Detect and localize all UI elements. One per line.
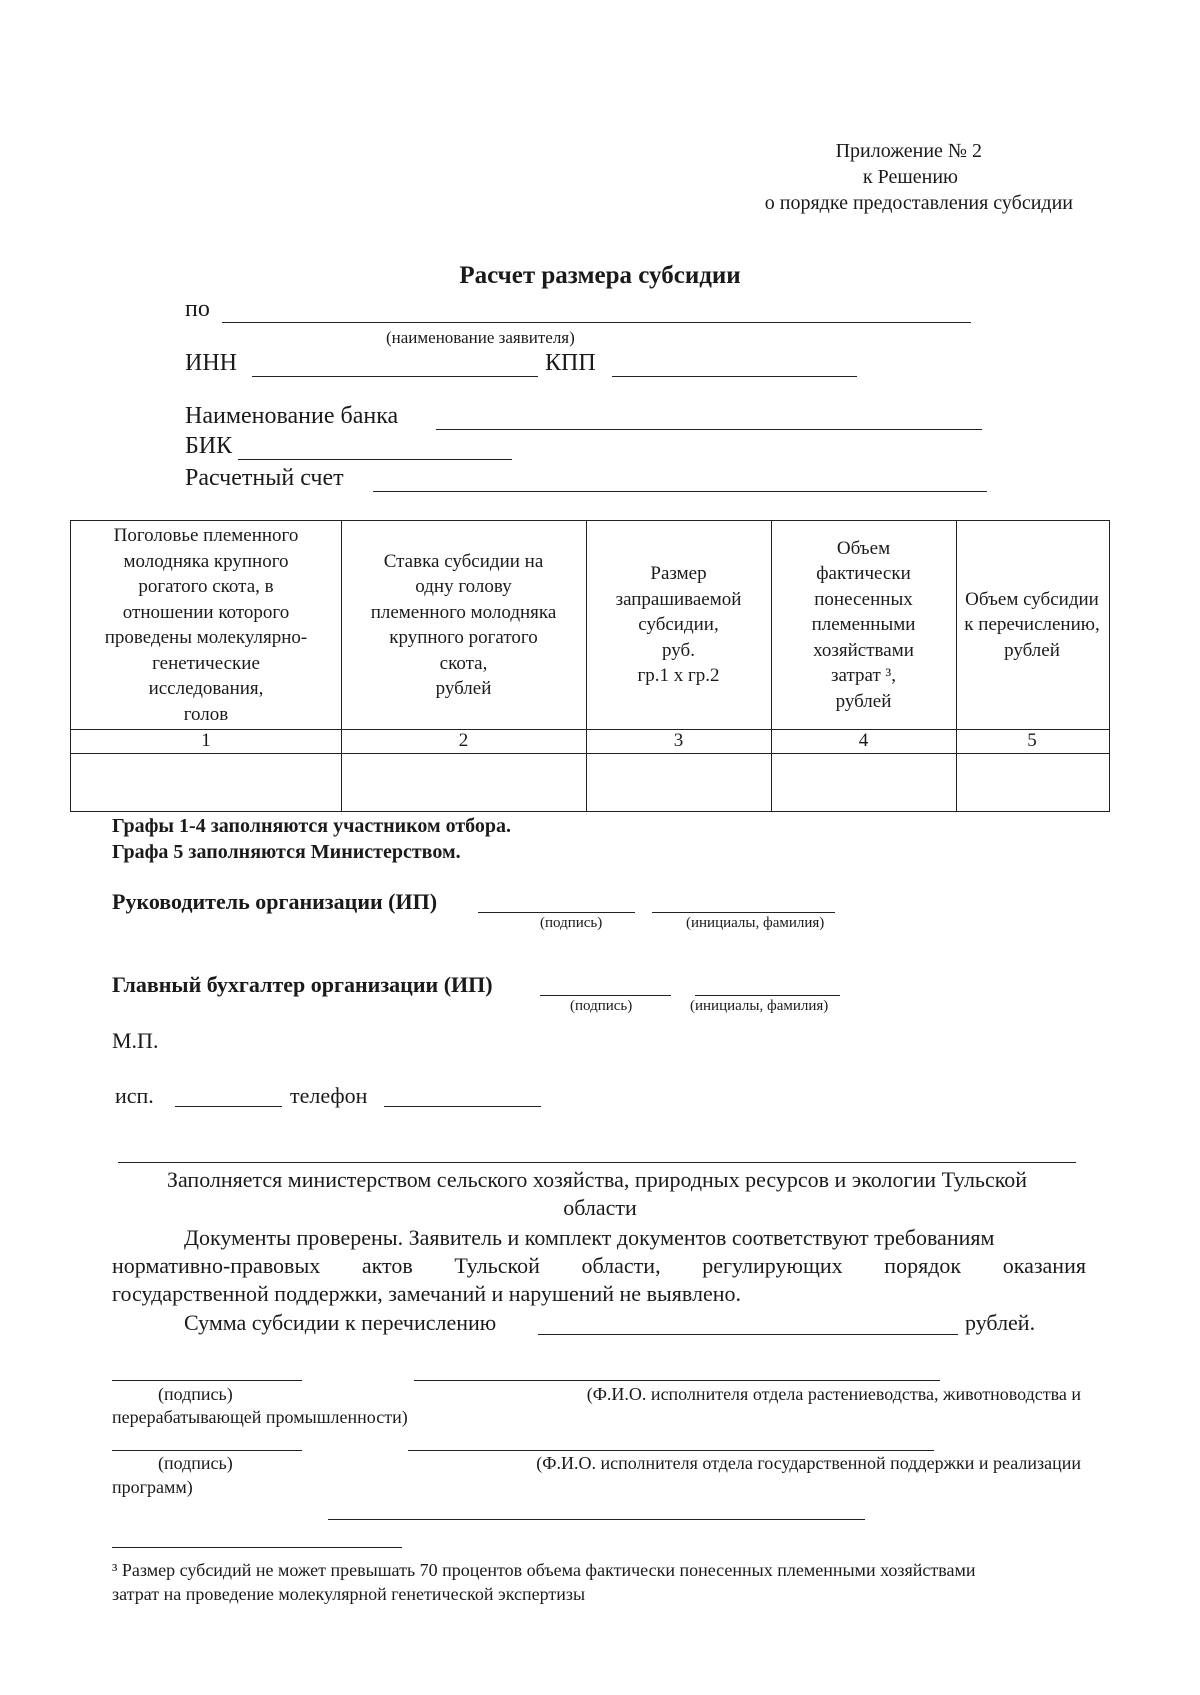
stamp-label: М.П.: [112, 1028, 159, 1053]
applicant-name-line: [222, 322, 971, 323]
bik-label: БИК: [185, 433, 233, 459]
column-number-3: 3: [673, 730, 684, 751]
table-cell[interactable]: [71, 753, 341, 811]
extra-line: [328, 1519, 865, 1520]
applicant-name-caption: (наименование заявителя): [386, 328, 575, 347]
executor-label: исп.: [115, 1083, 154, 1108]
executor-1-fio-caption-cont: перерабатывающей промышленности): [112, 1407, 408, 1427]
bank-line: [436, 429, 982, 430]
head-name-line: [652, 912, 835, 913]
note-column-5: Графа 5 заполняются Министерством.: [112, 841, 461, 863]
kpp-line: [612, 376, 857, 377]
note-columns-1-4: Графы 1-4 заполняются участником отбора.: [112, 815, 512, 837]
accountant-signature-label: Главный бухгалтер организации (ИП): [112, 972, 493, 997]
executor-2-fio-caption-cont: программ): [112, 1477, 193, 1497]
appendix-line-3: о порядке предоставления субсидии: [764, 192, 1073, 214]
ministry-heading-line-2: области: [563, 1195, 637, 1220]
executor-2-signature-caption: (подпись): [158, 1453, 233, 1473]
footnote-separator: [112, 1547, 402, 1548]
appendix-line-1: Приложение № 2: [835, 140, 982, 162]
executor-1-fio-caption: (Ф.И.О. исполнителя отдела растениеводства, животноводства и: [586, 1384, 1081, 1404]
executor-line: [175, 1106, 282, 1107]
subsidy-table: [70, 520, 1110, 812]
bank-label: Наименование банка: [185, 403, 399, 429]
checked-word: области,: [581, 1253, 661, 1278]
accountant-name-caption: (инициалы, фамилия): [690, 998, 829, 1014]
phone-label: телефон: [290, 1083, 368, 1108]
account-label: Расчетный счет: [185, 465, 344, 491]
executor-1-name-line: [414, 1380, 940, 1381]
checked-text-line-3: государственной поддержки, замечаний и нарушений не выявлено.: [112, 1281, 741, 1306]
table-header-1: Поголовье племенного молодняка крупного рогатого скота, в отношении которого проведены молекулярно- генетические исследования, голов: [104, 525, 308, 725]
head-signature-label: Руководитель организации (ИП): [112, 889, 438, 914]
table-cell[interactable]: [771, 753, 956, 811]
account-line: [373, 491, 987, 492]
column-number-2: 2: [458, 730, 469, 751]
head-signature-caption: (подпись): [540, 915, 603, 931]
accountant-signature-caption: (подпись): [570, 998, 633, 1014]
section-divider: [118, 1162, 1076, 1163]
table-header-2: Ставка субсидии на одну голову племенного молодняка крупного рогатого скота, рублей: [370, 550, 557, 699]
head-name-caption: (инициалы, фамилия): [686, 915, 825, 931]
column-number-4: 4: [858, 730, 869, 751]
footnote-marker: ³: [112, 1560, 118, 1580]
checked-text-line-1: Документы проверены. Заявитель и комплект документов соответствуют требованиям: [184, 1225, 995, 1250]
head-signature-line: [478, 912, 635, 913]
accountant-name-line: [695, 995, 840, 996]
footnote-line-2: затрат на проведение молекулярной генетической экспертизы: [112, 1584, 586, 1604]
table-cell[interactable]: [341, 753, 586, 811]
sum-unit: рублей.: [965, 1310, 1036, 1335]
executor-2-fio-caption: (Ф.И.О. исполнителя отдела государственной поддержки и реализации: [536, 1453, 1081, 1473]
checked-word: Тульской: [454, 1253, 540, 1278]
checked-word: нормативно-правовых: [112, 1253, 321, 1278]
table-header-5: Объем субсидии к перечислению, рублей: [964, 588, 1100, 661]
sum-label: Сумма субсидии к перечислению: [184, 1310, 497, 1335]
kpp-label: КПП: [545, 350, 596, 376]
table-header-3: Размер запрашиваемой субсидии, руб. гр.1 х гр.2: [615, 563, 742, 687]
checked-word: актов: [361, 1253, 413, 1278]
table-cell[interactable]: [586, 753, 771, 811]
bik-line: [238, 459, 512, 460]
table-header-4: Объем фактически понесенных племенными хозяйствами затрат ³, рублей: [811, 537, 916, 712]
inn-line: [252, 376, 538, 377]
ministry-heading-line-1: Заполняется министерством сельского хозяйства, природных ресурсов и экологии Тульской: [166, 1167, 1028, 1192]
checked-word: порядок: [884, 1253, 962, 1278]
column-number-1: 1: [201, 730, 211, 751]
phone-line: [384, 1106, 541, 1107]
checked-word: регулирующих: [702, 1253, 843, 1278]
checked-text-line-2: [112, 1253, 1086, 1279]
executor-2-name-line: [408, 1450, 934, 1451]
footnote-text: Размер субсидий не может превышать 70 процентов объема фактически понесенных племенными хозяйствами: [121, 1560, 976, 1580]
inn-label: ИНН: [185, 350, 237, 376]
executor-1-signature-line: [112, 1380, 302, 1381]
executor-1-signature-caption: (подпись): [158, 1384, 233, 1404]
footnote-line-1: [112, 1560, 976, 1581]
table-cell[interactable]: [956, 753, 1108, 811]
column-number-5: 5: [1027, 730, 1037, 751]
accountant-signature-line: [540, 995, 671, 996]
po-label: по: [185, 296, 210, 322]
checked-word: оказания: [1002, 1253, 1086, 1278]
executor-2-signature-line: [112, 1450, 302, 1451]
page-title: Расчет размера субсидии: [459, 262, 741, 289]
appendix-line-2: к Решению: [862, 166, 958, 188]
sum-line: [538, 1334, 958, 1335]
